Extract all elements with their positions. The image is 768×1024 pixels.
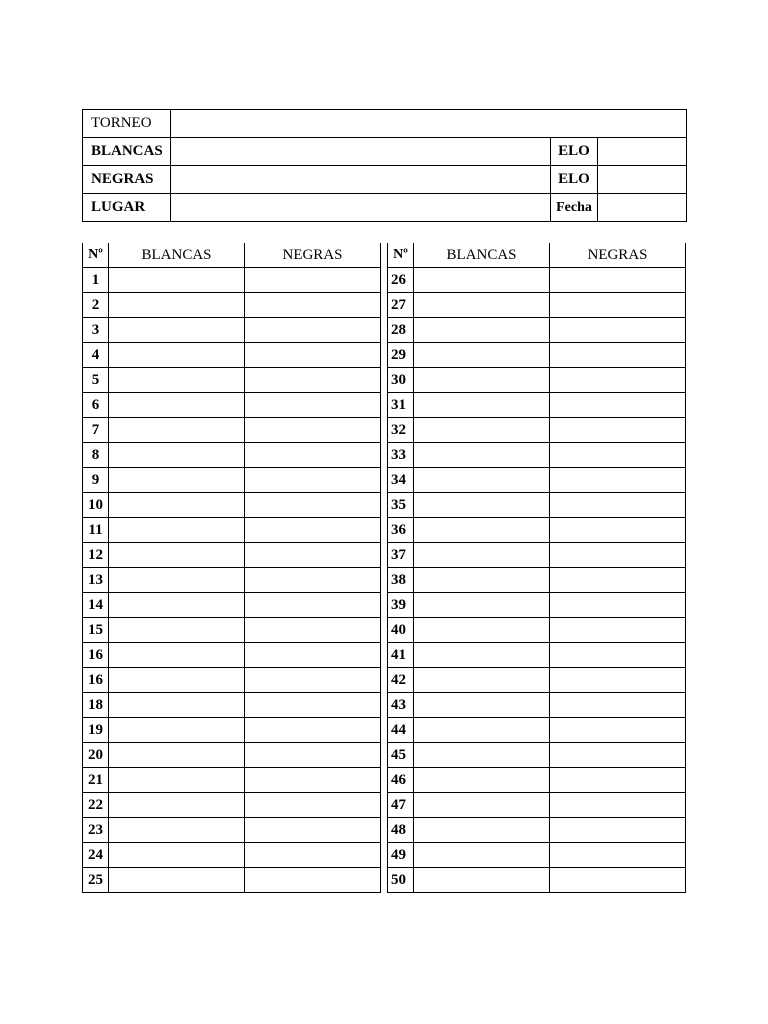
black-move-cell[interactable]	[550, 618, 686, 643]
torneo-field[interactable]	[171, 110, 687, 138]
white-move-cell[interactable]	[414, 693, 550, 718]
black-move-cell[interactable]	[550, 268, 686, 293]
move-number: 46	[388, 768, 414, 793]
white-move-cell[interactable]	[414, 768, 550, 793]
move-row	[83, 393, 381, 418]
black-move-cell[interactable]	[245, 568, 381, 593]
move-number: 14	[83, 593, 109, 618]
move-row	[83, 418, 381, 443]
move-row	[388, 493, 686, 518]
move-number: 47	[388, 793, 414, 818]
black-move-cell[interactable]	[550, 643, 686, 668]
black-move-cell[interactable]	[245, 693, 381, 718]
move-number: 1	[83, 268, 109, 293]
move-number: 2	[83, 293, 109, 318]
move-row	[83, 643, 381, 668]
moves-table-left	[82, 243, 381, 893]
move-number: 39	[388, 593, 414, 618]
move-row	[388, 418, 686, 443]
elo-white-label: ELO	[551, 138, 598, 166]
white-move-cell[interactable]	[109, 418, 245, 443]
move-number: 12	[83, 543, 109, 568]
move-number: 32	[388, 418, 414, 443]
black-move-cell[interactable]	[245, 493, 381, 518]
move-number: 5	[83, 368, 109, 393]
white-move-cell[interactable]	[109, 518, 245, 543]
move-row	[388, 268, 686, 293]
white-move-cell[interactable]	[414, 668, 550, 693]
black-move-cell[interactable]	[550, 593, 686, 618]
move-number: 18	[83, 693, 109, 718]
black-move-cell[interactable]	[550, 693, 686, 718]
move-row	[388, 818, 686, 843]
black-move-cell[interactable]	[245, 618, 381, 643]
move-row	[388, 318, 686, 343]
move-number: 7	[83, 418, 109, 443]
moves-header-row	[83, 243, 381, 268]
black-move-cell[interactable]	[245, 393, 381, 418]
black-column-header: NEGRAS	[245, 243, 381, 268]
white-move-cell[interactable]	[109, 343, 245, 368]
white-move-cell[interactable]	[109, 468, 245, 493]
move-row	[388, 393, 686, 418]
white-move-cell[interactable]	[414, 393, 550, 418]
move-row	[83, 518, 381, 543]
white-move-cell[interactable]	[414, 618, 550, 643]
move-row	[83, 693, 381, 718]
move-row	[83, 468, 381, 493]
black-move-cell[interactable]	[550, 318, 686, 343]
white-move-cell[interactable]	[414, 718, 550, 743]
white-move-cell[interactable]	[109, 568, 245, 593]
white-move-cell[interactable]	[109, 443, 245, 468]
white-move-cell[interactable]	[414, 843, 550, 868]
elo-black-label: ELO	[551, 166, 598, 194]
move-number: 19	[83, 718, 109, 743]
black-move-cell[interactable]	[245, 343, 381, 368]
white-move-cell[interactable]	[414, 468, 550, 493]
move-row	[83, 343, 381, 368]
white-move-cell[interactable]	[109, 668, 245, 693]
move-number: 4	[83, 343, 109, 368]
move-row	[388, 768, 686, 793]
black-move-cell[interactable]	[550, 543, 686, 568]
black-move-cell[interactable]	[245, 668, 381, 693]
move-number: 24	[83, 843, 109, 868]
move-row	[388, 843, 686, 868]
move-row	[83, 793, 381, 818]
move-number: 44	[388, 718, 414, 743]
black-move-cell[interactable]	[550, 868, 686, 893]
blancas-field[interactable]	[171, 138, 551, 166]
move-number: 31	[388, 393, 414, 418]
move-number: 21	[83, 768, 109, 793]
move-row	[83, 618, 381, 643]
move-row	[388, 668, 686, 693]
move-row	[388, 643, 686, 668]
black-move-cell[interactable]	[550, 518, 686, 543]
black-move-cell[interactable]	[245, 543, 381, 568]
black-move-cell[interactable]	[550, 668, 686, 693]
black-move-cell[interactable]	[245, 793, 381, 818]
move-row	[83, 768, 381, 793]
white-move-cell[interactable]	[414, 568, 550, 593]
move-number: 23	[83, 818, 109, 843]
move-row	[83, 593, 381, 618]
lugar-label: LUGAR	[83, 194, 171, 222]
move-row	[83, 368, 381, 393]
black-move-cell[interactable]	[245, 718, 381, 743]
fecha-label: Fecha	[551, 194, 598, 222]
move-row	[388, 293, 686, 318]
white-move-cell[interactable]	[109, 368, 245, 393]
move-number: 45	[388, 743, 414, 768]
white-move-cell[interactable]	[109, 593, 245, 618]
move-number: 35	[388, 493, 414, 518]
black-move-cell[interactable]	[550, 793, 686, 818]
move-row	[388, 443, 686, 468]
move-number: 37	[388, 543, 414, 568]
move-row	[83, 318, 381, 343]
move-number: 20	[83, 743, 109, 768]
move-row	[388, 568, 686, 593]
move-number: 27	[388, 293, 414, 318]
black-move-cell[interactable]	[550, 568, 686, 593]
move-number: 48	[388, 818, 414, 843]
move-number: 8	[83, 443, 109, 468]
move-row	[388, 543, 686, 568]
number-column-header: Nº	[388, 243, 414, 268]
move-number: 33	[388, 443, 414, 468]
black-move-cell[interactable]	[550, 393, 686, 418]
black-move-cell[interactable]	[550, 768, 686, 793]
move-number: 3	[83, 318, 109, 343]
move-row	[388, 718, 686, 743]
white-move-cell[interactable]	[414, 368, 550, 393]
white-move-cell[interactable]	[414, 443, 550, 468]
black-move-cell[interactable]	[245, 643, 381, 668]
white-move-cell[interactable]	[414, 343, 550, 368]
move-row	[83, 668, 381, 693]
move-number: 10	[83, 493, 109, 518]
black-move-cell[interactable]	[550, 418, 686, 443]
move-row	[83, 868, 381, 893]
black-move-cell[interactable]	[245, 843, 381, 868]
move-row	[83, 268, 381, 293]
move-number: 28	[388, 318, 414, 343]
white-move-cell[interactable]	[414, 643, 550, 668]
white-move-cell[interactable]	[414, 318, 550, 343]
move-row	[388, 743, 686, 768]
move-number: 40	[388, 618, 414, 643]
white-move-cell[interactable]	[414, 543, 550, 568]
move-number: 29	[388, 343, 414, 368]
move-row	[83, 543, 381, 568]
black-move-cell[interactable]	[245, 443, 381, 468]
white-move-cell[interactable]	[109, 393, 245, 418]
negras-row	[83, 166, 687, 194]
white-move-cell[interactable]	[414, 418, 550, 443]
black-move-cell[interactable]	[550, 468, 686, 493]
white-move-cell[interactable]	[414, 268, 550, 293]
white-move-cell[interactable]	[414, 793, 550, 818]
move-row	[83, 743, 381, 768]
black-move-cell[interactable]	[245, 293, 381, 318]
move-row	[388, 693, 686, 718]
move-row	[388, 468, 686, 493]
torneo-row	[83, 110, 687, 138]
white-move-cell[interactable]	[109, 293, 245, 318]
move-row	[388, 343, 686, 368]
move-number: 16	[83, 668, 109, 693]
white-move-cell[interactable]	[414, 868, 550, 893]
move-number: 42	[388, 668, 414, 693]
move-row	[83, 293, 381, 318]
black-move-cell[interactable]	[245, 768, 381, 793]
move-number: 36	[388, 518, 414, 543]
move-row	[388, 368, 686, 393]
white-move-cell[interactable]	[109, 268, 245, 293]
white-move-cell[interactable]	[109, 618, 245, 643]
white-move-cell[interactable]	[109, 693, 245, 718]
elo-black-field[interactable]	[598, 166, 687, 194]
black-move-cell[interactable]	[245, 518, 381, 543]
white-move-cell[interactable]	[109, 643, 245, 668]
black-move-cell[interactable]	[245, 868, 381, 893]
number-column-header: Nº	[83, 243, 109, 268]
torneo-label: TORNEO	[83, 110, 171, 138]
elo-white-field[interactable]	[598, 138, 687, 166]
black-move-cell[interactable]	[245, 593, 381, 618]
move-number: 11	[83, 518, 109, 543]
move-row	[388, 618, 686, 643]
move-row	[388, 868, 686, 893]
black-move-cell[interactable]	[550, 843, 686, 868]
white-move-cell[interactable]	[109, 318, 245, 343]
move-number: 34	[388, 468, 414, 493]
move-number: 13	[83, 568, 109, 593]
black-move-cell[interactable]	[245, 743, 381, 768]
move-number: 26	[388, 268, 414, 293]
black-move-cell[interactable]	[245, 368, 381, 393]
white-move-cell[interactable]	[414, 518, 550, 543]
black-move-cell[interactable]	[550, 343, 686, 368]
black-move-cell[interactable]	[550, 818, 686, 843]
move-row	[388, 593, 686, 618]
move-number: 6	[83, 393, 109, 418]
black-column-header: NEGRAS	[550, 243, 686, 268]
white-move-cell[interactable]	[109, 543, 245, 568]
black-move-cell[interactable]	[245, 268, 381, 293]
white-move-cell[interactable]	[109, 768, 245, 793]
negras-label: NEGRAS	[83, 166, 171, 194]
white-column-header: BLANCAS	[414, 243, 550, 268]
white-move-cell[interactable]	[414, 743, 550, 768]
black-move-cell[interactable]	[550, 293, 686, 318]
move-number: 16	[83, 643, 109, 668]
blancas-label: BLANCAS	[83, 138, 171, 166]
move-number: 50	[388, 868, 414, 893]
white-move-cell[interactable]	[414, 593, 550, 618]
moves-table-right	[387, 243, 686, 893]
negras-field[interactable]	[171, 166, 551, 194]
black-move-cell[interactable]	[245, 318, 381, 343]
black-move-cell[interactable]	[550, 493, 686, 518]
move-number: 38	[388, 568, 414, 593]
blancas-row	[83, 138, 687, 166]
move-row	[83, 568, 381, 593]
black-move-cell[interactable]	[550, 743, 686, 768]
black-move-cell[interactable]	[550, 368, 686, 393]
game-header-table	[82, 109, 687, 222]
move-number: 43	[388, 693, 414, 718]
move-number: 41	[388, 643, 414, 668]
white-move-cell[interactable]	[109, 868, 245, 893]
white-move-cell[interactable]	[109, 818, 245, 843]
move-number: 25	[83, 868, 109, 893]
white-move-cell[interactable]	[414, 493, 550, 518]
lugar-row	[83, 194, 687, 222]
fecha-field[interactable]	[598, 194, 687, 222]
white-move-cell[interactable]	[414, 293, 550, 318]
black-move-cell[interactable]	[550, 443, 686, 468]
move-row	[83, 493, 381, 518]
black-move-cell[interactable]	[550, 718, 686, 743]
black-move-cell[interactable]	[245, 818, 381, 843]
black-move-cell[interactable]	[245, 468, 381, 493]
white-move-cell[interactable]	[109, 793, 245, 818]
move-row	[388, 793, 686, 818]
white-move-cell[interactable]	[109, 843, 245, 868]
move-row	[83, 443, 381, 468]
move-row	[83, 718, 381, 743]
move-row	[83, 818, 381, 843]
white-move-cell[interactable]	[414, 818, 550, 843]
move-number: 9	[83, 468, 109, 493]
white-column-header: BLANCAS	[109, 243, 245, 268]
white-move-cell[interactable]	[109, 743, 245, 768]
black-move-cell[interactable]	[245, 418, 381, 443]
move-row	[388, 518, 686, 543]
move-row	[83, 843, 381, 868]
lugar-field[interactable]	[171, 194, 551, 222]
move-number: 15	[83, 618, 109, 643]
moves-header-row	[388, 243, 686, 268]
move-number: 49	[388, 843, 414, 868]
move-number: 22	[83, 793, 109, 818]
move-number: 30	[388, 368, 414, 393]
white-move-cell[interactable]	[109, 718, 245, 743]
white-move-cell[interactable]	[109, 493, 245, 518]
